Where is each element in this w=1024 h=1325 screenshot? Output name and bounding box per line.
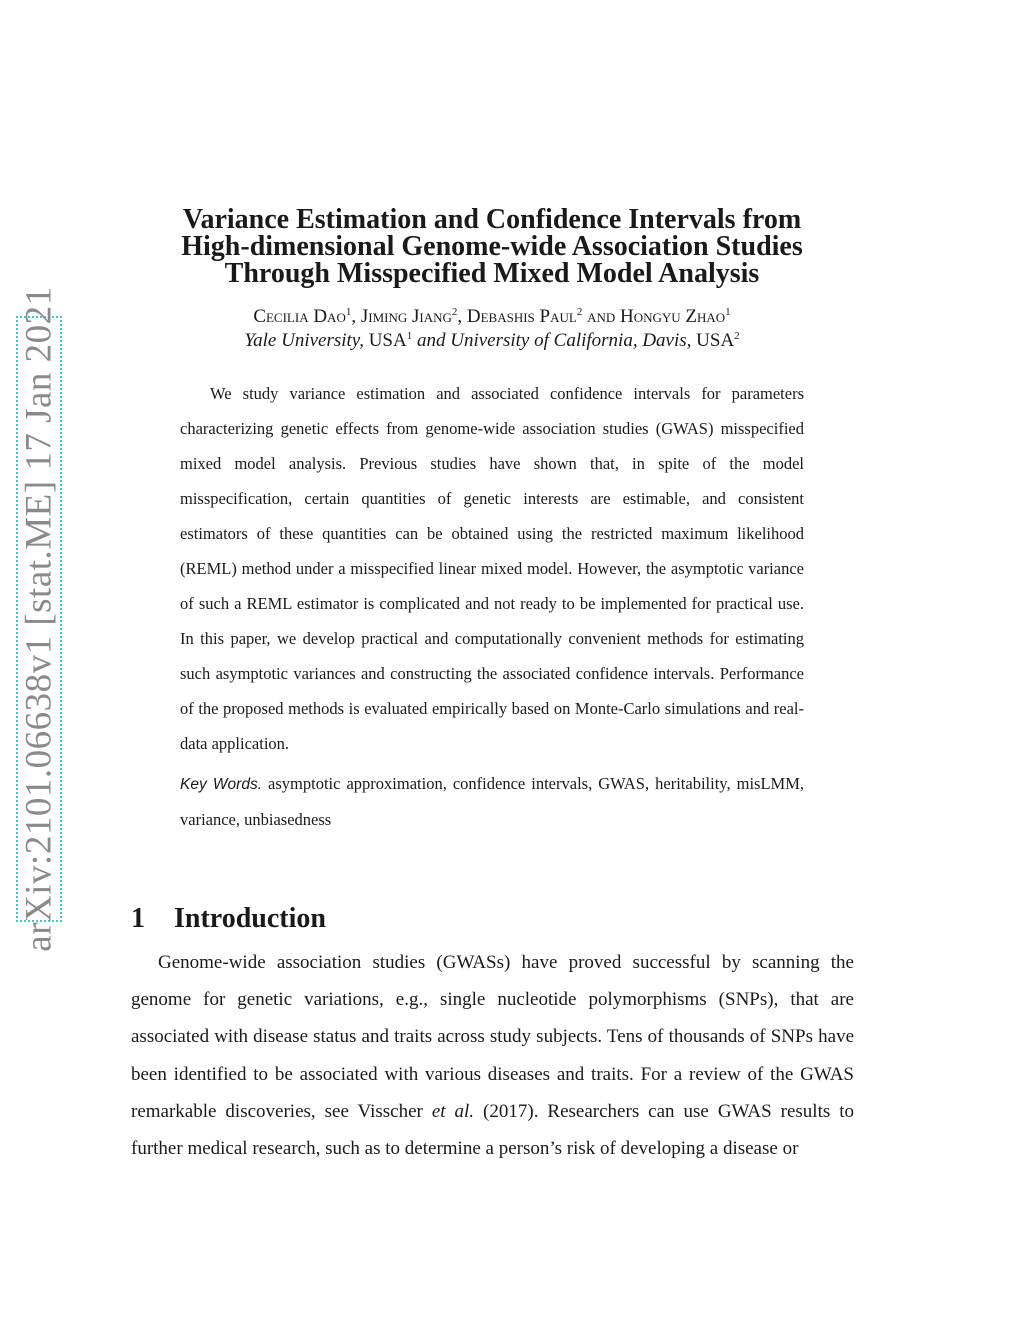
citation-et-al: et al. bbox=[431, 1100, 475, 1122]
section-title: Introduction bbox=[174, 903, 326, 935]
author-separator: , bbox=[457, 306, 463, 327]
affiliation-2: and University of California, Davis, bbox=[416, 330, 692, 351]
introduction-paragraph bbox=[131, 944, 854, 1167]
author-affiliations bbox=[130, 329, 854, 353]
author-affiliation-mark: 1 bbox=[725, 306, 731, 318]
section-heading-introduction bbox=[131, 903, 326, 935]
author-name: Jiming Jiang bbox=[360, 306, 452, 327]
abstract-text: We study variance estimation and associated confidence intervals for parameters characterizing genetic effects from genome-wide association studies (GWAS) misspecified mixed model analysis. Previous studies have shown that, in spite of the model misspecification, certain quantities of genetic interests are estimable, and consistent estimators of these quantities can be obtained using the restricted maximum likelihood (REML) method under a misspecified linear mixed model. However, the asymptotic variance of such a REML estimator is complicated and not ready to be implemented for practical use. In this paper, we develop practical and computationally convenient methods for estimating such asymptotic variances and constructing the associated confidence intervals. Performance of the proposed methods is evaluated empirically based on Monte-Carlo simulations and real-data application. bbox=[180, 384, 804, 753]
author-affiliation-mark: 1 bbox=[345, 306, 352, 318]
affiliation-mark: 1 bbox=[406, 330, 413, 342]
keywords-text: asymptotic approximation, confidence intervals, GWAS, heritability, misLMM, variance, unbiasedness bbox=[180, 774, 804, 829]
paper-title bbox=[130, 206, 854, 287]
title-line-3: Through Misspecified Mixed Model Analysis bbox=[224, 258, 760, 289]
arxiv-identifier-stamp bbox=[16, 286, 62, 952]
affiliation-mark: 2 bbox=[734, 330, 740, 342]
affiliation-1-country: USA bbox=[368, 330, 407, 351]
introduction-body bbox=[131, 944, 854, 1167]
author-names bbox=[130, 305, 854, 329]
keywords-label: Key Words. bbox=[180, 776, 263, 793]
author-affiliation-mark: 2 bbox=[451, 306, 458, 318]
author-name: Hongyu Zhao bbox=[619, 306, 726, 327]
title-line-1: Variance Estimation and Confidence Intervals from bbox=[182, 204, 802, 235]
intro-text-part-2: (2017). Researchers can use GWAS results to further medical research, such as to determine a person’s risk of developing a disease or bbox=[131, 1100, 854, 1160]
affiliation-2-country: USA bbox=[696, 330, 735, 351]
author-conjunction: and bbox=[587, 306, 616, 327]
author-affiliation-mark: 2 bbox=[576, 306, 583, 318]
author-separator: , bbox=[351, 306, 357, 327]
affiliation-1: Yale University, bbox=[244, 330, 364, 351]
arxiv-identifier-text: arXiv:2101.06638v1 [stat.ME] 17 Jan 2021 bbox=[18, 286, 60, 952]
section-number: 1 bbox=[131, 903, 145, 935]
author-name: Debashis Paul bbox=[466, 306, 577, 327]
title-line-2: High-dimensional Genome-wide Association Studies bbox=[181, 231, 803, 262]
author-block bbox=[130, 305, 854, 353]
keywords bbox=[180, 766, 804, 837]
author-name: Cecilia Dao bbox=[253, 306, 346, 327]
intro-text-part-1: Genome-wide association studies (GWASs) have proved successful by scanning the genome for genetic variations, e.g., single nucleotide polymorphisms (SNPs), that are associated with disease status and traits across study subjects. Tens of thousands of SNPs have been identified to be associated with various diseases and traits. For a review of the GWAS remarkable discoveries, see Visscher bbox=[131, 952, 854, 1122]
abstract bbox=[180, 376, 804, 761]
